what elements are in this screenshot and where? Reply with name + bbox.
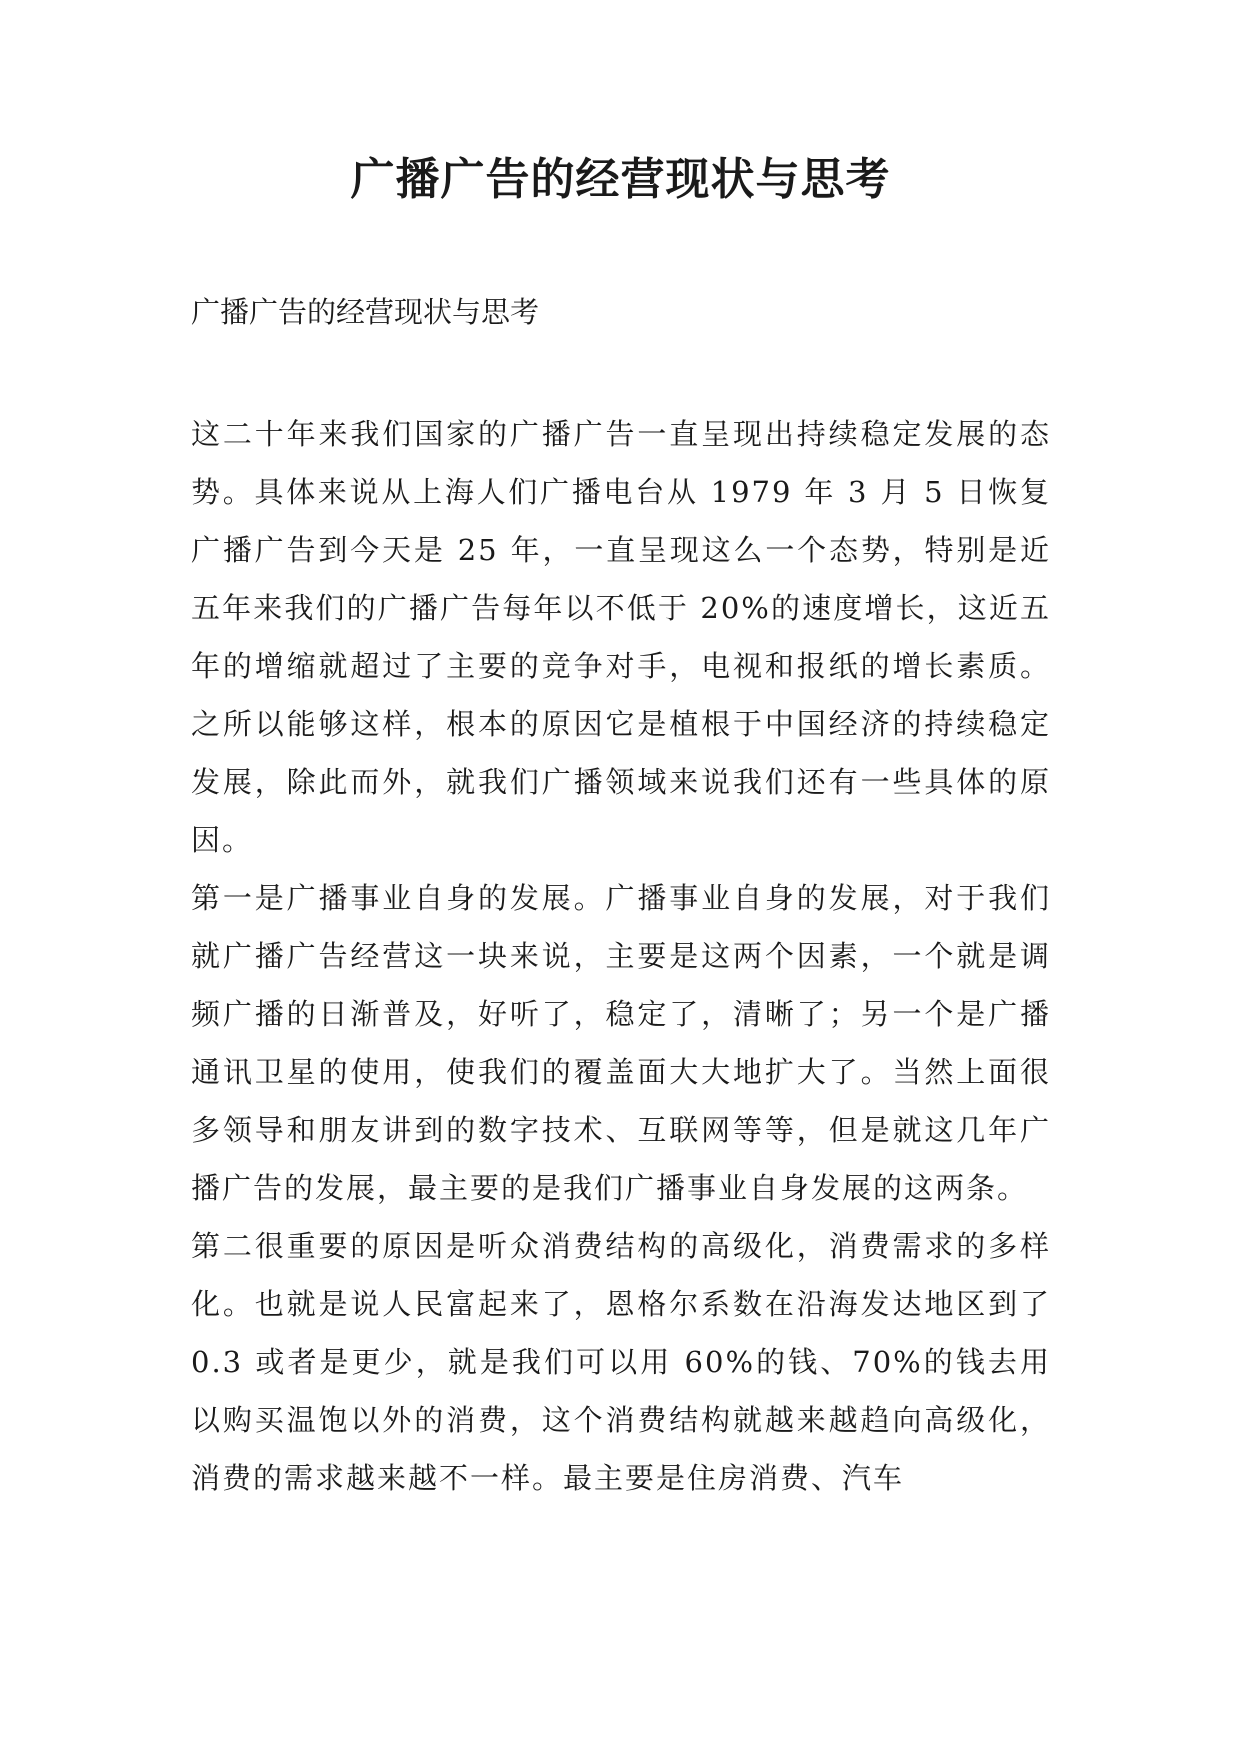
document-body — [191, 405, 1051, 1507]
paragraph: 第二很重要的原因是听众消费结构的高级化，消费需求的多样化。也就是说人民富起来了，恩格尔系数在沿海发达地区到了 0.3 或者是更少，就是我们可以用 60%的钱、70%的钱去用以购买温饱以外的消费，这个消费结构就越来越趋向高级化，消费的需求越来越不一样。最主要是住房消费、汽车 — [191, 1229, 1051, 1495]
document-subtitle: 广播广告的经营现状与思考 — [191, 295, 540, 329]
document-title: 广播广告的经营现状与思考 — [350, 154, 891, 205]
paragraph: 第一是广播事业自身的发展。广播事业自身的发展，对于我们就广播广告经营这一块来说，主要是这两个因素，一个就是调频广播的日渐普及，好听了，稳定了，清晰了；另一个是广播通讯卫星的使用，使我们的覆盖面大大地扩大了。当然上面很多领导和朋友讲到的数字技术、互联网等等，但是就这几年广播广告的发展，最主要的是我们广播事业自身发展的这两条。 — [191, 881, 1051, 1205]
paragraph: 这二十年来我们国家的广播广告一直呈现出持续稳定发展的态势。具体来说从上海人们广播电台从 1979 年 3 月 5 日恢复广播广告到今天是 25 年，一直呈现这么一个态势，特别是近五年来我们的广播广告每年以不低于 20%的速度增长，这近五年的增缩就超过了主要的竞争对手，电视和报纸的增长素质。之所以能够这样，根本的原因它是植根于中国经济的持续稳定发展，除此而外，就我们广播领域来说我们还有一些具体的原因。 — [191, 417, 1051, 857]
